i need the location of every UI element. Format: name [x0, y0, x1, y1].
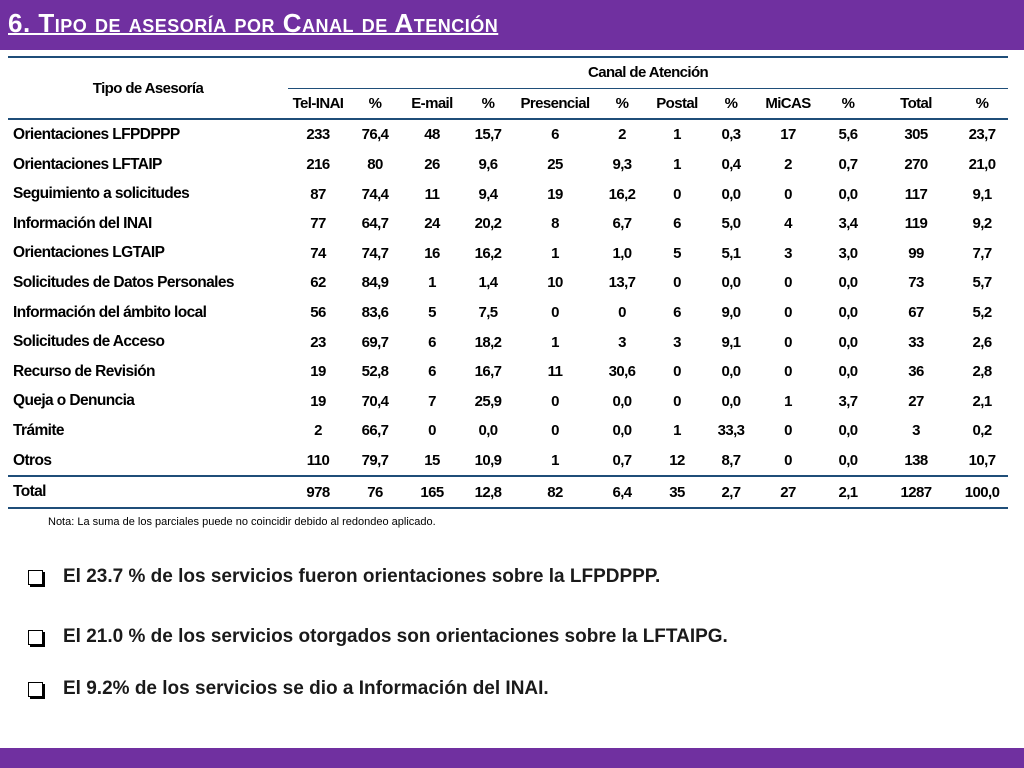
table-cell: 11	[547, 363, 563, 381]
table-cell: 3,7	[838, 392, 858, 410]
table-cell: 8,7	[721, 452, 741, 470]
column-header: %	[348, 88, 402, 119]
table-cell: 233	[306, 126, 330, 144]
row-label: Seguimiento a solicitudes	[13, 185, 190, 203]
table-cell: 3	[673, 333, 681, 351]
table-row	[8, 119, 1008, 150]
table-cell: 16	[424, 244, 440, 262]
table-cell: 0,7	[838, 156, 858, 174]
table-cell: 52,8	[361, 363, 389, 381]
table-cell: 1	[673, 126, 681, 144]
table-cell: 0,0	[838, 304, 858, 322]
table-cell: 0	[784, 333, 792, 351]
bullet-text: El 9.2% de los servicios se dio a Información del INAI.	[63, 678, 549, 699]
table-cell: 3	[618, 333, 626, 351]
table-cell: 0,0	[478, 422, 498, 440]
column-header: %	[596, 88, 648, 119]
table-cell: 16,2	[608, 185, 636, 203]
table-cell: 48	[424, 126, 440, 144]
table-cell: 270	[904, 156, 928, 174]
row-label: Solicitudes de Datos Personales	[13, 273, 234, 291]
table-cell: 84,9	[361, 274, 389, 292]
table-row	[8, 298, 1008, 328]
checkbox-icon	[28, 682, 43, 697]
total-row	[8, 476, 1008, 508]
table-row	[8, 268, 1008, 298]
row-label: Orientaciones LFPDPPP	[13, 125, 180, 143]
table-cell: 80	[367, 156, 383, 174]
table-cell: 0,4	[721, 156, 741, 174]
page-title: 6. Tipo de asesoría por Canal de Atención	[8, 8, 499, 38]
total-cell: 76	[348, 476, 402, 508]
table-cell: 23,7	[968, 126, 996, 144]
table-cell: 0,0	[838, 452, 858, 470]
bullet-item	[28, 566, 660, 588]
table-row	[8, 416, 1008, 446]
table-cell: 16,2	[474, 244, 502, 262]
table-cell: 2,1	[972, 392, 992, 410]
table-cell: 3	[912, 422, 920, 440]
table-cell: 20,2	[474, 215, 502, 233]
column-header: %	[706, 88, 756, 119]
table-cell: 7,5	[478, 304, 498, 322]
table-cell: 24	[424, 215, 440, 233]
table-cell: 33,3	[717, 422, 745, 440]
table-row	[8, 387, 1008, 417]
table-cell: 2,8	[972, 363, 992, 381]
table-cell: 1,0	[612, 244, 632, 262]
column-header: E-mail	[402, 88, 462, 119]
table-cell: 9,1	[972, 185, 992, 203]
table-cell: 36	[908, 363, 924, 381]
table-cell: 119	[904, 215, 928, 233]
table-cell: 83,6	[361, 304, 389, 322]
row-label: Información del INAI	[13, 214, 152, 232]
table-row	[8, 179, 1008, 209]
table-cell: 74,7	[361, 244, 389, 262]
table-cell: 9,2	[972, 215, 992, 233]
total-cell: 82	[514, 476, 596, 508]
table-cell: 2	[314, 422, 322, 440]
table-cell: 3,0	[838, 244, 858, 262]
table-cell: 0	[784, 185, 792, 203]
table-cell: 0,0	[612, 422, 632, 440]
table-cell: 13,7	[608, 274, 636, 292]
table-cell: 12	[669, 452, 685, 470]
table-cell: 0,0	[838, 363, 858, 381]
table-cell: 70,4	[361, 392, 389, 410]
total-cell: 12,8	[462, 476, 514, 508]
table-cell: 0,0	[838, 185, 858, 203]
bullet-text: El 21.0 % de los servicios otorgados son orientaciones sobre la LFTAIPG.	[63, 626, 728, 647]
table-cell: 0	[784, 274, 792, 292]
table-cell: 0	[551, 422, 559, 440]
table-cell: 305	[904, 126, 928, 144]
table-cell: 0	[428, 422, 436, 440]
table-cell: 0	[784, 422, 792, 440]
table-cell: 74	[310, 244, 326, 262]
table-cell: 9,3	[612, 156, 632, 174]
table-cell: 15,7	[474, 126, 502, 144]
table-row	[8, 209, 1008, 239]
table-cell: 10	[547, 274, 563, 292]
table-note: Nota: La suma de los parciales puede no coincidir debido al redondeo aplicado.	[48, 516, 436, 528]
row-label: Otros	[13, 451, 52, 469]
table-cell: 2,6	[972, 333, 992, 351]
bullet-text: El 23.7 % de los servicios fueron orientaciones sobre la LFPDPPP.	[63, 566, 661, 587]
table-cell: 1	[673, 422, 681, 440]
table-cell: 7	[428, 392, 436, 410]
table-cell: 0	[784, 363, 792, 381]
table-row	[8, 239, 1008, 269]
table-cell: 5,2	[972, 304, 992, 322]
table-cell: 1	[551, 333, 559, 351]
table-cell: 0	[551, 392, 559, 410]
table-cell: 77	[310, 215, 326, 233]
column-header: %	[820, 88, 876, 119]
table-cell: 0	[673, 363, 681, 381]
table-cell: 0	[551, 304, 559, 322]
total-label: Total	[8, 476, 288, 508]
total-cell: 2,7	[706, 476, 756, 508]
table-cell: 1	[784, 392, 792, 410]
table-cell: 3,4	[838, 215, 858, 233]
table-cell: 19	[310, 392, 326, 410]
table-cell: 23	[310, 333, 326, 351]
total-cell: 27	[756, 476, 820, 508]
table-cell: 5	[428, 304, 436, 322]
table-cell: 0,2	[972, 422, 992, 440]
table-cell: 138	[904, 452, 928, 470]
table-cell: 9,4	[478, 185, 498, 203]
table-cell: 79,7	[361, 452, 389, 470]
checkbox-icon	[28, 570, 43, 585]
table-cell: 30,6	[608, 363, 636, 381]
table-cell: 0	[673, 185, 681, 203]
row-label: Recurso de Revisión	[13, 362, 155, 380]
table-cell: 8	[551, 215, 559, 233]
column-header: Postal	[648, 88, 706, 119]
table-cell: 6	[673, 304, 681, 322]
asesoria-table	[8, 56, 1008, 509]
row-label: Información del ámbito local	[13, 303, 207, 321]
table-row	[8, 327, 1008, 357]
checkbox-icon	[28, 630, 43, 645]
table-cell: 0,0	[838, 333, 858, 351]
table-cell: 5,6	[838, 126, 858, 144]
table-cell: 4	[784, 215, 792, 233]
table-cell: 1	[673, 156, 681, 174]
table-cell: 5	[673, 244, 681, 262]
total-cell: 35	[648, 476, 706, 508]
column-header: Presencial	[514, 88, 596, 119]
table-cell: 27	[908, 392, 924, 410]
table-cell: 6,7	[612, 215, 632, 233]
table-cell: 0	[618, 304, 626, 322]
total-cell: 2,1	[820, 476, 876, 508]
row-label: Orientaciones LGTAIP	[13, 244, 165, 262]
table-cell: 0	[673, 274, 681, 292]
table-cell: 0,0	[838, 274, 858, 292]
table-cell: 99	[908, 244, 924, 262]
column-header: Total	[876, 88, 956, 119]
table-row	[8, 357, 1008, 387]
table-cell: 0,0	[721, 392, 741, 410]
table-cell: 110	[306, 452, 330, 470]
table-cell: 33	[908, 333, 924, 351]
table-cell: 0	[673, 392, 681, 410]
table-cell: 9,0	[721, 304, 741, 322]
table-cell: 5,1	[721, 244, 741, 262]
table-cell: 0,0	[721, 185, 741, 203]
table-cell: 0,0	[838, 422, 858, 440]
table-row	[8, 446, 1008, 477]
table-cell: 5,0	[721, 215, 741, 233]
table-cell: 2	[618, 126, 626, 144]
table-cell: 6	[551, 126, 559, 144]
table-cell: 25	[547, 156, 563, 174]
table-cell: 62	[310, 274, 326, 292]
table-cell: 6	[428, 333, 436, 351]
tipo-asesoria-header: Tipo de Asesoría	[8, 57, 288, 119]
table-cell: 6	[428, 363, 436, 381]
table-cell: 1,4	[478, 274, 498, 292]
row-label: Orientaciones LFTAIP	[13, 155, 162, 173]
table-cell: 1	[551, 452, 559, 470]
column-header: Tel-INAI	[288, 88, 348, 119]
table-cell: 9,1	[721, 333, 741, 351]
table-cell: 74,4	[361, 185, 389, 203]
total-cell: 165	[402, 476, 462, 508]
table-cell: 76,4	[361, 126, 389, 144]
table-cell: 19	[310, 363, 326, 381]
table-cell: 66,7	[361, 422, 389, 440]
row-label: Queja o Denuncia	[13, 392, 135, 410]
table-cell: 2	[784, 156, 792, 174]
column-header: MiCAS	[756, 88, 820, 119]
table-cell: 1	[428, 274, 436, 292]
table-cell: 87	[310, 185, 326, 203]
table-cell: 73	[908, 274, 924, 292]
column-header: %	[462, 88, 514, 119]
column-header: %	[956, 88, 1008, 119]
table-cell: 1	[551, 244, 559, 262]
table-cell: 18,2	[474, 333, 502, 351]
total-cell: 6,4	[596, 476, 648, 508]
table-cell: 0	[784, 452, 792, 470]
table-cell: 67	[908, 304, 924, 322]
total-cell: 100,0	[956, 476, 1008, 508]
table-cell: 26	[424, 156, 440, 174]
bottom-bar	[0, 748, 1024, 768]
table-cell: 9,6	[478, 156, 498, 174]
table-cell: 5,7	[972, 274, 992, 292]
table-cell: 56	[310, 304, 326, 322]
table-cell: 19	[547, 185, 563, 203]
table-cell: 16,7	[474, 363, 502, 381]
bullet-item	[28, 678, 549, 700]
table-cell: 7,7	[972, 244, 992, 262]
table-cell: 0,0	[721, 274, 741, 292]
table-cell: 17	[780, 126, 796, 144]
table-cell: 216	[306, 156, 330, 174]
table-cell: 15	[424, 452, 440, 470]
total-cell: 1287	[876, 476, 956, 508]
table-cell: 10,7	[968, 452, 996, 470]
bullet-item	[28, 626, 728, 648]
total-cell: 978	[288, 476, 348, 508]
row-label: Trámite	[13, 421, 64, 439]
table-cell: 69,7	[361, 333, 389, 351]
table-cell: 0,0	[721, 363, 741, 381]
table-cell: 0,0	[612, 392, 632, 410]
canal-atencion-header: Canal de Atención	[288, 57, 1008, 88]
table-cell: 0,3	[721, 126, 741, 144]
asesoria-table-container	[8, 56, 1008, 509]
table-cell: 25,9	[474, 392, 502, 410]
table-cell: 21,0	[968, 156, 996, 174]
table-cell: 3	[784, 244, 792, 262]
table-cell: 10,9	[474, 452, 502, 470]
table-cell: 6	[673, 215, 681, 233]
table-cell: 117	[904, 185, 928, 203]
table-cell: 11	[424, 185, 440, 203]
table-cell: 64,7	[361, 215, 389, 233]
table-cell: 0	[784, 304, 792, 322]
table-row	[8, 150, 1008, 180]
row-label: Solicitudes de Acceso	[13, 333, 165, 351]
table-cell: 0,7	[612, 452, 632, 470]
